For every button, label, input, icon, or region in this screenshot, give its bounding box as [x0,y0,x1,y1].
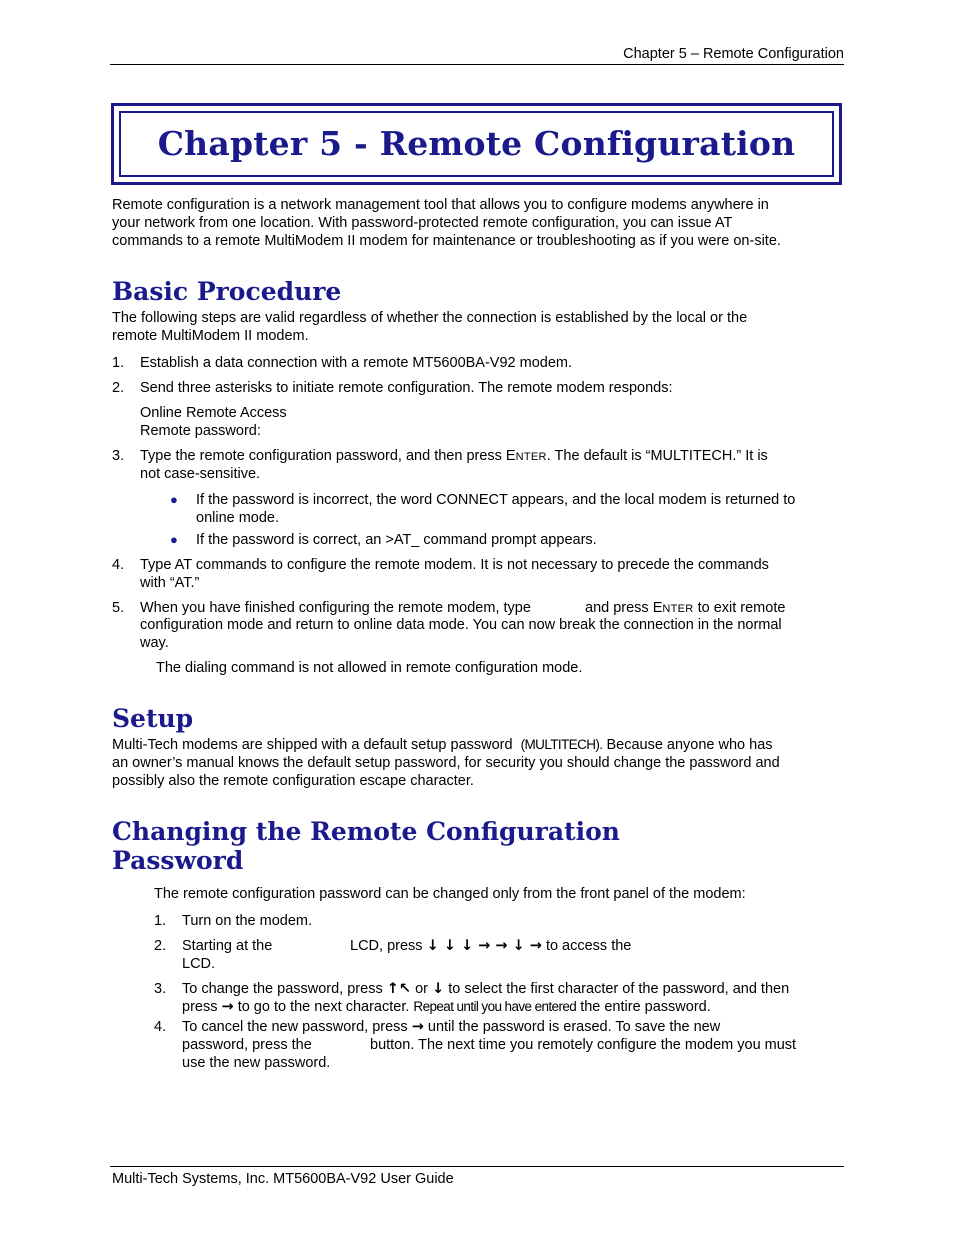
change-step-3-text-b: or [415,981,428,997]
step-3-number: 3. [112,448,125,464]
setup-text-b: Because anyone who has [606,737,773,753]
change-step-3-line-1 [182,980,789,998]
change-step-3-text-a: To change the password, press [182,981,383,997]
change-step-3-text-c: to select the first character of the password, and then [448,981,790,997]
footer-rule [110,1166,844,1167]
step-3-text-a: Type the remote configuration password, and then press E [140,448,516,464]
step-3-line-1 [140,447,768,466]
basic-para-line-2: remote MultiModem II modem. [112,328,309,344]
changing-intro: The remote configuration password can be changed only from the front panel of the modem: [154,886,746,902]
intro-line-1: Remote configuration is a network management tool that allows you to configure modems anywhere in [112,197,769,213]
chapter-title: Chapter 5 - Remote Configuration [157,124,796,163]
change-step-4-number: 4. [154,1019,167,1035]
change-step-2-line-2: LCD. [182,956,216,972]
step-1-text: Establish a data connection with a remote MT5600BA-V92 modem. [140,355,573,371]
change-step-4-text-b: until the password is erased. To save the new [427,1019,721,1035]
response-line-1: Online Remote Access [140,405,287,421]
change-step-3-text-d: press [182,999,218,1015]
bullet-1-line-1: If the password is incorrect, the word CONNECT appears, and the local modem is returned to [196,492,796,508]
step-5-line-3: way. [140,635,169,651]
step-4-line-2: with “AT.” [140,575,200,591]
changing-heading-line-2: Password [112,846,244,875]
change-step-2-line-1-rest [350,937,631,955]
up-left-arrows-icon: ↑↖ [386,981,412,997]
step-3-line-2: not case-sensitive. [140,466,261,482]
running-header: Chapter 5 – Remote Configuration [623,46,844,62]
bullet-2-marker: ● [170,532,178,547]
change-step-4-text-c: password, press the [182,1037,312,1053]
setup-text-a: Multi-Tech modems are shipped with a default setup password [112,737,513,753]
setup-line-2: an owner’s manual knows the default setup password, for security you should change the password and [112,755,780,771]
bullet-2-text: If the password is correct, an >AT_ command prompt appears. [196,532,597,548]
bullet-1-marker: ● [170,492,178,507]
basic-procedure-heading: Basic Procedure [112,277,342,306]
bullet-1-line-2: online mode. [196,510,280,526]
change-step-1-text: Turn on the modem. [182,913,313,929]
change-step-2-text-a: Starting at the [182,938,273,954]
change-step-3-text-narrow: Repeat until you have entered [413,999,577,1014]
step-5-text-b: and press E [585,600,663,616]
step-5-text-a: When you have finished configuring the remote modem, type [140,600,531,616]
change-step-3-text-f: the entire password. [580,999,711,1015]
right-arrow-icon: → [221,999,234,1015]
chapter-title-box [111,103,842,185]
enter-key-label: NTER [515,451,547,463]
step-4-line-1: Type AT commands to configure the remote modem. It is not necessary to precede the commands [140,557,769,573]
step-2-text: Send three asterisks to initiate remote configuration. The remote modem responds: [140,380,673,396]
response-line-2: Remote password: [140,423,261,439]
change-step-2-number: 2. [154,938,167,954]
default-password: (MULTITECH). [520,737,603,752]
setup-line-3: possibly also the remote configuration escape character. [112,773,474,789]
change-step-4-text-d: button. The next time you remotely configure the modem you must [370,1037,797,1053]
change-step-2-text-c: to access the [545,938,632,954]
note-text: The dialing command is not allowed in remote configuration mode. [156,660,583,676]
change-step-3-text-e: to go to the next character. [237,999,410,1015]
header-rule [110,64,844,65]
step-2-number: 2. [112,380,125,396]
footer-text: Multi-Tech Systems, Inc. MT5600BA-V92 User Guide [112,1171,454,1187]
chapter-title-inner-frame [119,111,834,177]
step-5-line-2: configuration mode and return to online data mode. You can now break the connection in the normal [140,617,782,633]
change-step-2-text-b: LCD, press [350,938,423,954]
intro-line-3: commands to a remote MultiModem II modem for maintenance or troubleshooting as if you were on-site. [112,233,781,249]
step-5-text-c: to exit remote [693,600,786,616]
enter-key-label-2: NTER [662,603,694,615]
change-step-3-number: 3. [154,981,167,997]
change-step-4-line-1 [182,1018,720,1036]
step-3-text-b: . The default is “MULTITECH.” It is [546,448,768,464]
step-1-number: 1. [112,355,125,371]
step-5-number: 5. [112,600,125,616]
setup-line-1 [112,736,773,754]
arrow-sequence-icon: ↓ ↓ ↓ → → ↓ → [426,938,542,954]
changing-heading-line-1: Changing the Remote Configuration [112,817,620,846]
change-step-4-line-3: use the new password. [182,1055,331,1071]
down-arrow-icon: ↓ [432,981,445,997]
intro-line-2: your network from one location. With password-protected remote configuration, you can issue AT [112,215,733,231]
right-arrow-icon-2: → [411,1019,424,1035]
change-step-4-text-a: To cancel the new password, press [182,1019,408,1035]
basic-para-line-1: The following steps are valid regardless of whether the connection is established by the local or the [112,310,748,326]
step-4-number: 4. [112,557,125,573]
change-step-3-line-2 [182,998,711,1016]
setup-heading: Setup [112,704,194,733]
change-step-1-number: 1. [154,913,167,929]
